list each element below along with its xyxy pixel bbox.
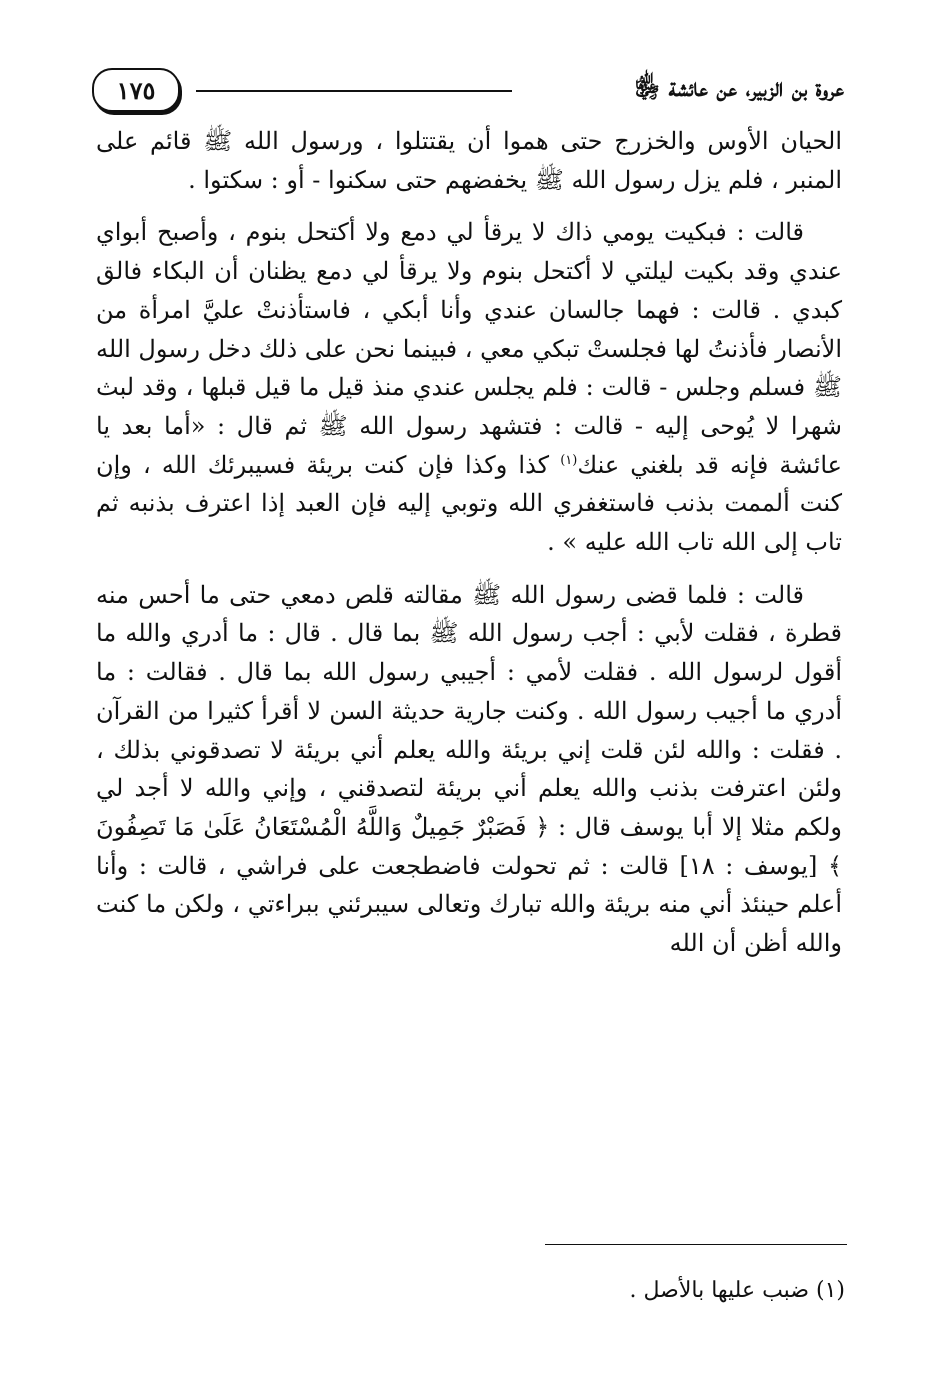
paragraph-1-text: الحيان الأوس والخزرج حتى هموا أن يقتتلوا ، ورسول الله ﷺ قائم على المنبر ، فلم يزل رسول الله ﷺ يخفضهم حتى سكنوا - أو : سكتوا . — [96, 127, 842, 194]
paragraph-3-text: قالت : فلما قضى رسول الله ﷺ مقالته قلص دمعي حتى ما أحس منه قطرة ، فقلت لأبي : أجب رسول الله ﷺ بما قال . قال : ما أدري والله ما أقول لرسول الله . فقلت لأمي : أجيبي رسول الله بما قال . فقالت : ما أدري ما أجيب رسول الله . وكنت جارية حديثة السن لا أقرأ كثيرا من القرآن . فقلت : والله لئن قلت إني بريئة والله يعلم أني بريئة لا تصدقوني بذلك ، ولئن اعترفت بذنب والله يعلم أني بريئة لتصدقني ، وإني والله لا أجد لي ولكم مثلا إلا أبا يوسف قال : — [96, 580, 842, 841]
paragraph-3-tail: قالت : ثم تحولت فاضطجعت على فراشي ، قالت : وأنا أعلم حينئذ أني منه بريئة والله تبارك وتعالى سيبرئني ببراءتي ، ولكن ما كنت والله أظن أن الله — [96, 851, 842, 958]
paragraph-2-tail: كذا وكذا فإن كنت بريئة فسيبرئك الله ، وإن كنت ألممت بذنب فاستغفري الله وتوبي إليه فإن العبد إذا اعترف بذنبه ثم تاب إلى الله تاب الله عليه » . — [96, 450, 842, 557]
paragraph-2 — [96, 213, 842, 561]
footnote: (١) ضبب عليها بالأصل . — [629, 1278, 845, 1303]
running-title: عروة بن الزبير، عن عائشة ﵂ — [634, 73, 844, 102]
main-text — [96, 122, 842, 977]
paragraph-2-text: قالت : فبكيت يومي ذاك لا يرقأ لي دمع ولا أكتحل بنوم ، وأصبح أبواي عندي وقد بكيت ليلتي لا أكتحل بنوم ولا يرقأ لي دمع يظنان أن البكاء فالق كبدي . قالت : فهما جالسان عندي وأنا أبكي ، فاستأذنتْ عليَّ امرأة من الأنصار فأذنتُ لها فجلستْ تبكي معي ، فبينما نحن على ذلك دخل رسول الله ﷺ فسلم وجلس - قالت : فلم يجلس عندي منذ قيل ما قيل قبلها ، وقد لبث شهرا لا يُوحى إليه - قالت : فتشهد رسول الله ﷺ ثم قال : «أما بعد يا عائشة فإنه قد بلغني عنك — [96, 218, 843, 479]
page-number: ١٧٥ — [92, 68, 180, 112]
verse-reference: [يوسف : ١٨] — [679, 851, 818, 880]
header-rule — [196, 90, 512, 92]
footnote-marker: (١) — [560, 452, 578, 468]
paragraph-1 — [96, 122, 842, 199]
quran-verse: ﴿ فَصَبْرٌ جَمِيلٌ وَاللَّهُ الْمُسْتَعَانُ عَلَىٰ مَا تَصِفُونَ ﴾ — [96, 812, 842, 880]
page-header — [92, 66, 844, 114]
footnote-rule — [545, 1244, 847, 1245]
paragraph-3 — [96, 576, 842, 963]
